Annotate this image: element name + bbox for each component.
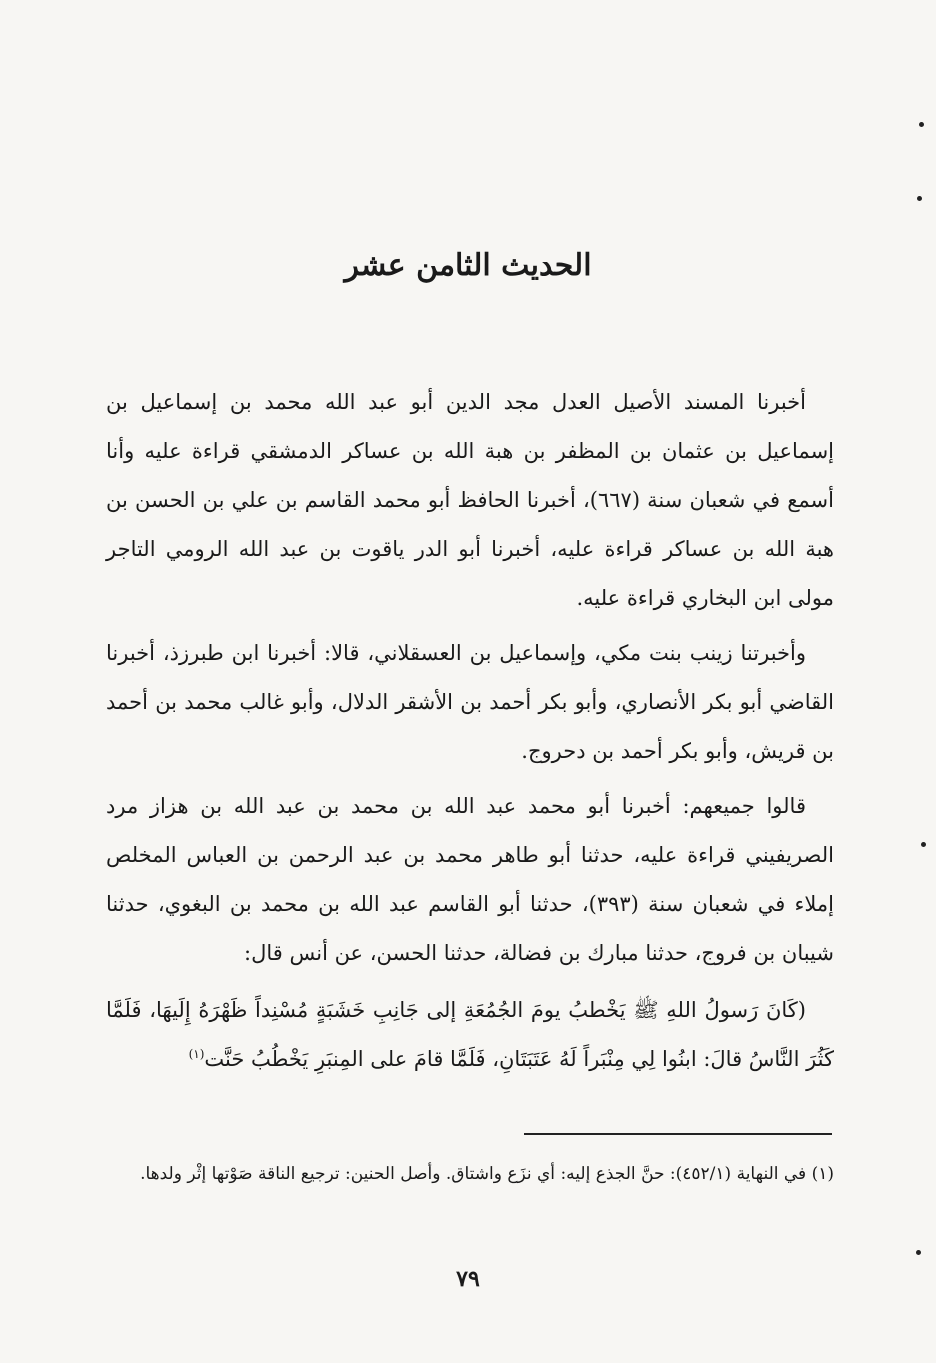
scan-speck [921, 842, 926, 847]
paragraph-isnad-1: أخبرنا المسند الأصيل العدل مجد الدين أبو عبد الله محمد بن إسماعيل بن إسماعيل بن عثمان بن المظفر بن هبة الله بن عساكر الدمشقي قراءة عليه وأنا أسمع في شعبان سنة (٦٦٧)، أخبرنا الحافظ أبو محمد القاسم بن علي بن الحسن بن هبة الله بن عساكر قراءة عليه، أخبرنا أبو الدر ياقوت بن عبد الله الرومي التاجر مولى ابن البخاري قراءة عليه. [106, 390, 834, 610]
scan-speck [916, 1250, 921, 1255]
footnote: (١) في النهاية (٤٥٢/١): حنَّ الجذع إليه: أي نزَع واشتاق. وأصل الحنين: ترجيع الناقة صَوْتها إثْر ولدها. [140, 1164, 834, 1184]
paragraph-hadith [106, 986, 834, 1084]
footnote-reference: (١) [188, 1047, 205, 1061]
main-text [106, 378, 834, 1090]
chapter-title: الحديث الثامن عشر [344, 248, 592, 283]
hadith-text: (كَانَ رَسولُ اللهِ ﷺ يَخْطبُ يومَ الجُمُعَةِ إلى جَانِبِ خَشَبَةٍ مُسْنِداً ظَهْرَهُ إِلَيهَا، فَلَمَّا كَثُرَ النَّاسُ قالَ: ابنُوا لِي مِنْبَراً لَهُ عَتَبَتَانِ، فَلَمَّا قامَ على المِنبَرِ يَخْطُبُ حَنَّت [106, 998, 834, 1071]
paragraph-isnad-3: قالوا جميعهم: أخبرنا أبو محمد عبد الله بن محمد بن عبد الله بن هزاز مرد الصريفيني قراءة عليه، حدثنا أبو طاهر محمد بن عبد الرحمن بن العباس المخلص إملاء في شعبان سنة (٣٩٣)، حدثنا أبو القاسم عبد الله بن محمد بن البغوي، حدثنا شيبان بن فروج، حدثنا مبارك بن فضالة، حدثنا الحسن، عن أنس قال: [106, 794, 834, 965]
footnote-separator [524, 1133, 832, 1135]
paragraph-isnad-2: وأخبرتنا زينب بنت مكي، وإسماعيل بن العسقلاني، قالا: أخبرنا ابن طبرزذ، أخبرنا القاضي أبو بكر الأنصاري، وأبو بكر أحمد بن الأشقر الدلال، وأبو غالب محمد بن أحمد بن قريش، وأبو بكر أحمد بن دحروج. [106, 641, 834, 763]
page-number: ٧٩ [456, 1266, 480, 1292]
scan-speck [917, 196, 922, 201]
scan-speck [919, 122, 924, 127]
